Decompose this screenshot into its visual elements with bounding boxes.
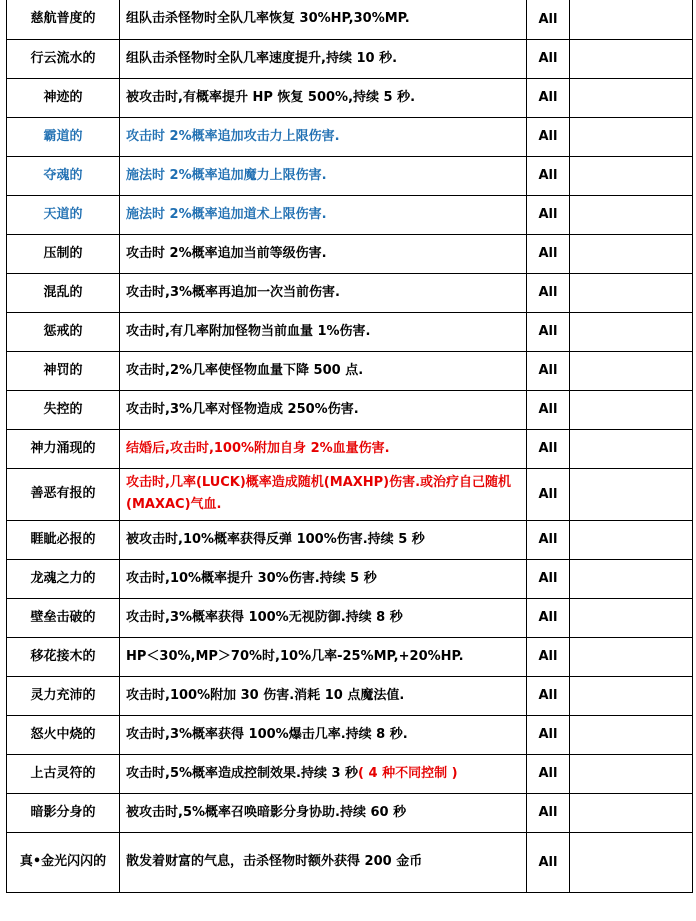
attribute-class: All [527, 793, 570, 832]
attribute-name: 夺魂的 [7, 156, 120, 195]
attribute-name: 上古灵符的 [7, 754, 120, 793]
attribute-description: HP＜30%,MP＞70%时,10%几率-25%MP,+20%HP. [120, 637, 527, 676]
empty-cell [570, 195, 693, 234]
attribute-table [6, 0, 693, 893]
attribute-class: All [527, 676, 570, 715]
empty-cell [570, 429, 693, 468]
table-row [7, 156, 693, 195]
attribute-class: All [527, 234, 570, 273]
attribute-description: 攻击时,3%概率获得 100%无视防御.持续 8 秒 [120, 598, 527, 637]
attribute-class: All [527, 351, 570, 390]
empty-cell [570, 312, 693, 351]
empty-cell [570, 390, 693, 429]
attribute-name: 神力涌现的 [7, 429, 120, 468]
empty-cell [570, 273, 693, 312]
attribute-description: 攻击时,有几率附加怪物当前血量 1%伤害. [120, 312, 527, 351]
empty-cell [570, 637, 693, 676]
attribute-class: All [527, 832, 570, 892]
attribute-class: All [527, 637, 570, 676]
attribute-description: 结婚后,攻击时,100%附加自身 2%血量伤害. [120, 429, 527, 468]
empty-cell [570, 39, 693, 78]
attribute-class: All [527, 754, 570, 793]
attribute-class: All [527, 715, 570, 754]
table-row [7, 39, 693, 78]
attribute-description: 攻击时 2%概率追加攻击力上限伤害. [120, 117, 527, 156]
attribute-name: 混乱的 [7, 273, 120, 312]
table-row [7, 832, 693, 892]
empty-cell [570, 832, 693, 892]
empty-cell [570, 351, 693, 390]
attribute-name: 壁垒击破的 [7, 598, 120, 637]
attribute-description: 被攻击时,有概率提升 HP 恢复 500%,持续 5 秒. [120, 78, 527, 117]
attribute-name: 善恶有报的 [7, 468, 120, 520]
attribute-name: 神罚的 [7, 351, 120, 390]
table-row [7, 637, 693, 676]
table-row [7, 195, 693, 234]
attribute-class: All [527, 520, 570, 559]
empty-cell [570, 520, 693, 559]
attribute-name: 天道的 [7, 195, 120, 234]
attribute-name: 压制的 [7, 234, 120, 273]
empty-cell [570, 117, 693, 156]
attribute-class: All [527, 117, 570, 156]
table-row [7, 234, 693, 273]
attribute-description: 攻击时,10%概率提升 30%伤害.持续 5 秒 [120, 559, 527, 598]
attribute-class: All [527, 156, 570, 195]
table-row [7, 520, 693, 559]
attribute-name: 惩戒的 [7, 312, 120, 351]
attribute-name: 怒火中烧的 [7, 715, 120, 754]
attribute-description: 攻击时,3%概率再追加一次当前伤害. [120, 273, 527, 312]
empty-cell [570, 559, 693, 598]
attribute-name: 灵力充沛的 [7, 676, 120, 715]
attribute-class: All [527, 312, 570, 351]
attribute-description: 施法时 2%概率追加道术上限伤害. [120, 195, 527, 234]
empty-cell [570, 78, 693, 117]
attribute-description: 被攻击时,5%概率召唤暗影分身协助.持续 60 秒 [120, 793, 527, 832]
attribute-name: 行云流水的 [7, 39, 120, 78]
attribute-description: 施法时 2%概率追加魔力上限伤害. [120, 156, 527, 195]
attribute-class: All [527, 559, 570, 598]
empty-cell [570, 754, 693, 793]
attribute-description: 被攻击时,10%概率获得反弹 100%伤害.持续 5 秒 [120, 520, 527, 559]
attribute-name: 龙魂之力的 [7, 559, 120, 598]
empty-cell [570, 676, 693, 715]
table-row [7, 598, 693, 637]
attribute-name: 失控的 [7, 390, 120, 429]
attribute-class: All [527, 195, 570, 234]
table-row [7, 793, 693, 832]
empty-cell [570, 598, 693, 637]
table-row [7, 468, 693, 520]
empty-cell [570, 793, 693, 832]
attribute-name: 霸道的 [7, 117, 120, 156]
attribute-description: 攻击时,100%附加 30 伤害.消耗 10 点魔法值. [120, 676, 527, 715]
attribute-class: All [527, 39, 570, 78]
table-row [7, 273, 693, 312]
table-row [7, 0, 693, 39]
attribute-name: 慈航普度的 [7, 0, 120, 39]
empty-cell [570, 0, 693, 39]
attribute-description [120, 754, 527, 793]
empty-cell [570, 234, 693, 273]
table-row [7, 676, 693, 715]
attribute-description: 攻击时,3%几率对怪物造成 250%伤害. [120, 390, 527, 429]
table-row [7, 429, 693, 468]
attribute-name: 移花接木的 [7, 637, 120, 676]
attribute-name: 神迹的 [7, 78, 120, 117]
control-note: ( 4 种不同控制 ) [358, 765, 458, 781]
attribute-class: All [527, 273, 570, 312]
attribute-description: 攻击时,3%概率获得 100%爆击几率.持续 8 秒. [120, 715, 527, 754]
attribute-class: All [527, 390, 570, 429]
table-row [7, 312, 693, 351]
table-row [7, 754, 693, 793]
attribute-class: All [527, 0, 570, 39]
empty-cell [570, 715, 693, 754]
empty-cell [570, 156, 693, 195]
empty-cell [570, 468, 693, 520]
table-row [7, 78, 693, 117]
table-row [7, 117, 693, 156]
attribute-table-body [7, 0, 693, 892]
attribute-name: 睚眦必报的 [7, 520, 120, 559]
attribute-description: 攻击时 2%概率追加当前等级伤害. [120, 234, 527, 273]
attribute-description: 组队击杀怪物时全队几率恢复 30%HP,30%MP. [120, 0, 527, 39]
description-text: 攻击时,5%概率造成控制效果.持续 3 秒 [126, 765, 359, 781]
attribute-description: 攻击时,几率(LUCK)概率造成随机(MAXHP)伤害.或治疗自己随机(MAXAC)气血. [120, 468, 527, 520]
attribute-class: All [527, 598, 570, 637]
attribute-class: All [527, 468, 570, 520]
attribute-description: 组队击杀怪物时全队几率速度提升,持续 10 秒. [120, 39, 527, 78]
table-row [7, 559, 693, 598]
attribute-class: All [527, 429, 570, 468]
table-row [7, 351, 693, 390]
table-row [7, 715, 693, 754]
attribute-name: 真•金光闪闪的 [7, 832, 120, 892]
attribute-description: 攻击时,2%几率使怪物血量下降 500 点. [120, 351, 527, 390]
table-row [7, 390, 693, 429]
attribute-description: 散发着财富的气息，击杀怪物时额外获得 200 金币 [120, 832, 527, 892]
attribute-class: All [527, 78, 570, 117]
attribute-name: 暗影分身的 [7, 793, 120, 832]
